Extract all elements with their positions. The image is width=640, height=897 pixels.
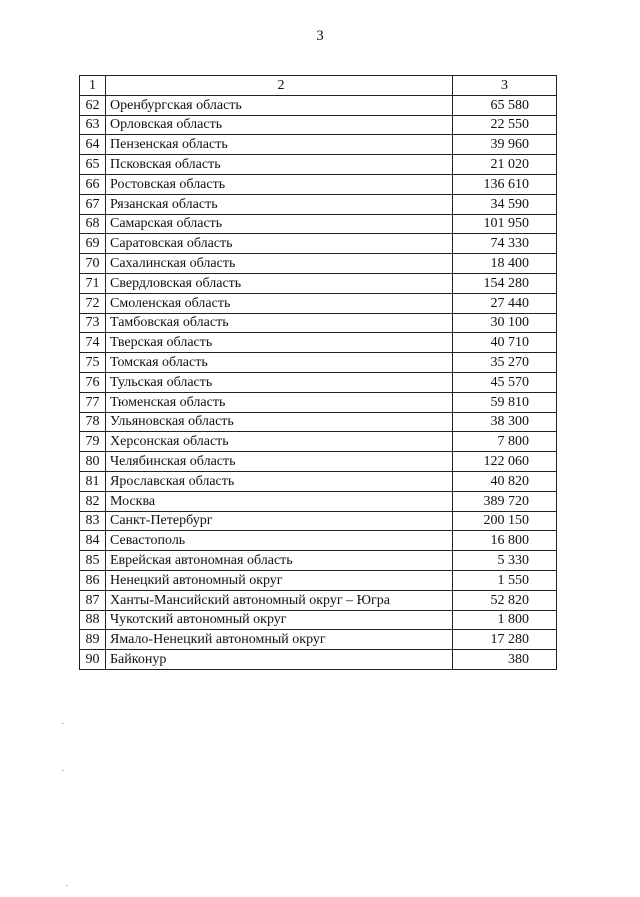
- row-number: 73: [80, 313, 106, 333]
- row-number: 76: [80, 372, 106, 392]
- row-number: 86: [80, 570, 106, 590]
- row-number: 72: [80, 293, 106, 313]
- region-name: Оренбургская область: [106, 95, 453, 115]
- table-row: [80, 610, 557, 630]
- row-number: 68: [80, 214, 106, 234]
- row-number: 81: [80, 471, 106, 491]
- region-value: 27 440: [453, 293, 557, 313]
- region-name: Севастополь: [106, 531, 453, 551]
- region-name: Свердловская область: [106, 273, 453, 293]
- region-value: 380: [453, 650, 557, 670]
- table-row: [80, 174, 557, 194]
- row-number: 87: [80, 590, 106, 610]
- table-row: [80, 650, 557, 670]
- row-number: 89: [80, 630, 106, 650]
- table-row: [80, 531, 557, 551]
- row-number: 70: [80, 254, 106, 274]
- region-value: 16 800: [453, 531, 557, 551]
- region-value: 35 270: [453, 353, 557, 373]
- table-row: [80, 155, 557, 175]
- row-number: 74: [80, 333, 106, 353]
- table-row: [80, 353, 557, 373]
- region-name: Чукотский автономный округ: [106, 610, 453, 630]
- table-row: [80, 511, 557, 531]
- scan-speck: [62, 770, 64, 771]
- region-value: 17 280: [453, 630, 557, 650]
- region-name: Смоленская область: [106, 293, 453, 313]
- region-name: Ульяновская область: [106, 412, 453, 432]
- region-name: Саратовская область: [106, 234, 453, 254]
- row-number: 88: [80, 610, 106, 630]
- row-number: 75: [80, 353, 106, 373]
- region-value: 59 810: [453, 392, 557, 412]
- region-value: 22 550: [453, 115, 557, 135]
- row-number: 77: [80, 392, 106, 412]
- table-row: [80, 273, 557, 293]
- region-value: 45 570: [453, 372, 557, 392]
- region-name: Ямало-Ненецкий автономный округ: [106, 630, 453, 650]
- row-number: 62: [80, 95, 106, 115]
- region-name: Ненецкий автономный округ: [106, 570, 453, 590]
- region-name: Тамбовская область: [106, 313, 453, 333]
- row-number: 64: [80, 135, 106, 155]
- table-row: [80, 432, 557, 452]
- region-name: Томская область: [106, 353, 453, 373]
- region-value: 122 060: [453, 452, 557, 472]
- region-name: Ростовская область: [106, 174, 453, 194]
- region-value: 18 400: [453, 254, 557, 274]
- region-table: [79, 75, 557, 670]
- region-name: Рязанская область: [106, 194, 453, 214]
- region-name: Пензенская область: [106, 135, 453, 155]
- region-value: 101 950: [453, 214, 557, 234]
- region-value: 34 590: [453, 194, 557, 214]
- row-number: 83: [80, 511, 106, 531]
- table-row: [80, 254, 557, 274]
- region-name: Байконур: [106, 650, 453, 670]
- table-row: [80, 551, 557, 571]
- region-name: Челябинская область: [106, 452, 453, 472]
- table-row: [80, 293, 557, 313]
- region-value: 136 610: [453, 174, 557, 194]
- table-row: [80, 135, 557, 155]
- table-row: [80, 570, 557, 590]
- region-name: Самарская область: [106, 214, 453, 234]
- table-row: [80, 214, 557, 234]
- table-row: [80, 234, 557, 254]
- region-value: 1 800: [453, 610, 557, 630]
- row-number: 65: [80, 155, 106, 175]
- row-number: 85: [80, 551, 106, 571]
- row-number: 90: [80, 650, 106, 670]
- table-row: [80, 590, 557, 610]
- region-name: Орловская область: [106, 115, 453, 135]
- region-value: 74 330: [453, 234, 557, 254]
- region-value: 200 150: [453, 511, 557, 531]
- table-row: [80, 194, 557, 214]
- table-row: [80, 392, 557, 412]
- region-name: Тюменская область: [106, 392, 453, 412]
- region-name: Херсонская область: [106, 432, 453, 452]
- region-value: 5 330: [453, 551, 557, 571]
- region-value: 40 820: [453, 471, 557, 491]
- table-row: [80, 452, 557, 472]
- region-name: Сахалинская область: [106, 254, 453, 274]
- table-row: [80, 115, 557, 135]
- region-value: 65 580: [453, 95, 557, 115]
- region-value: 38 300: [453, 412, 557, 432]
- row-number: 80: [80, 452, 106, 472]
- table-row: [80, 630, 557, 650]
- table-row: [80, 372, 557, 392]
- region-value: 389 720: [453, 491, 557, 511]
- table-row: [80, 95, 557, 115]
- table-row: [80, 313, 557, 333]
- scan-speck: [66, 885, 68, 886]
- header-col-1: 1: [80, 76, 106, 96]
- scan-speck: [62, 723, 64, 724]
- region-value: 30 100: [453, 313, 557, 333]
- table-row: [80, 471, 557, 491]
- region-value: 40 710: [453, 333, 557, 353]
- region-name: Еврейская автономная область: [106, 551, 453, 571]
- region-name: Москва: [106, 491, 453, 511]
- row-number: 63: [80, 115, 106, 135]
- region-value: 52 820: [453, 590, 557, 610]
- row-number: 82: [80, 491, 106, 511]
- table-header-row: [80, 76, 557, 96]
- row-number: 71: [80, 273, 106, 293]
- header-col-3: 3: [453, 76, 557, 96]
- row-number: 69: [80, 234, 106, 254]
- page-number: 3: [316, 28, 324, 44]
- region-name: Тульская область: [106, 372, 453, 392]
- region-name: Ярославская область: [106, 471, 453, 491]
- region-value: 39 960: [453, 135, 557, 155]
- region-name: Псковская область: [106, 155, 453, 175]
- table-row: [80, 491, 557, 511]
- row-number: 66: [80, 174, 106, 194]
- table-row: [80, 412, 557, 432]
- row-number: 84: [80, 531, 106, 551]
- table-row: [80, 333, 557, 353]
- region-name: Санкт-Петербург: [106, 511, 453, 531]
- header-col-2: 2: [106, 76, 453, 96]
- region-value: 7 800: [453, 432, 557, 452]
- region-name: Ханты-Мансийский автономный округ – Югра: [106, 590, 453, 610]
- region-value: 1 550: [453, 570, 557, 590]
- row-number: 78: [80, 412, 106, 432]
- region-value: 154 280: [453, 273, 557, 293]
- row-number: 67: [80, 194, 106, 214]
- region-name: Тверская область: [106, 333, 453, 353]
- table-body: [80, 76, 557, 670]
- row-number: 79: [80, 432, 106, 452]
- region-value: 21 020: [453, 155, 557, 175]
